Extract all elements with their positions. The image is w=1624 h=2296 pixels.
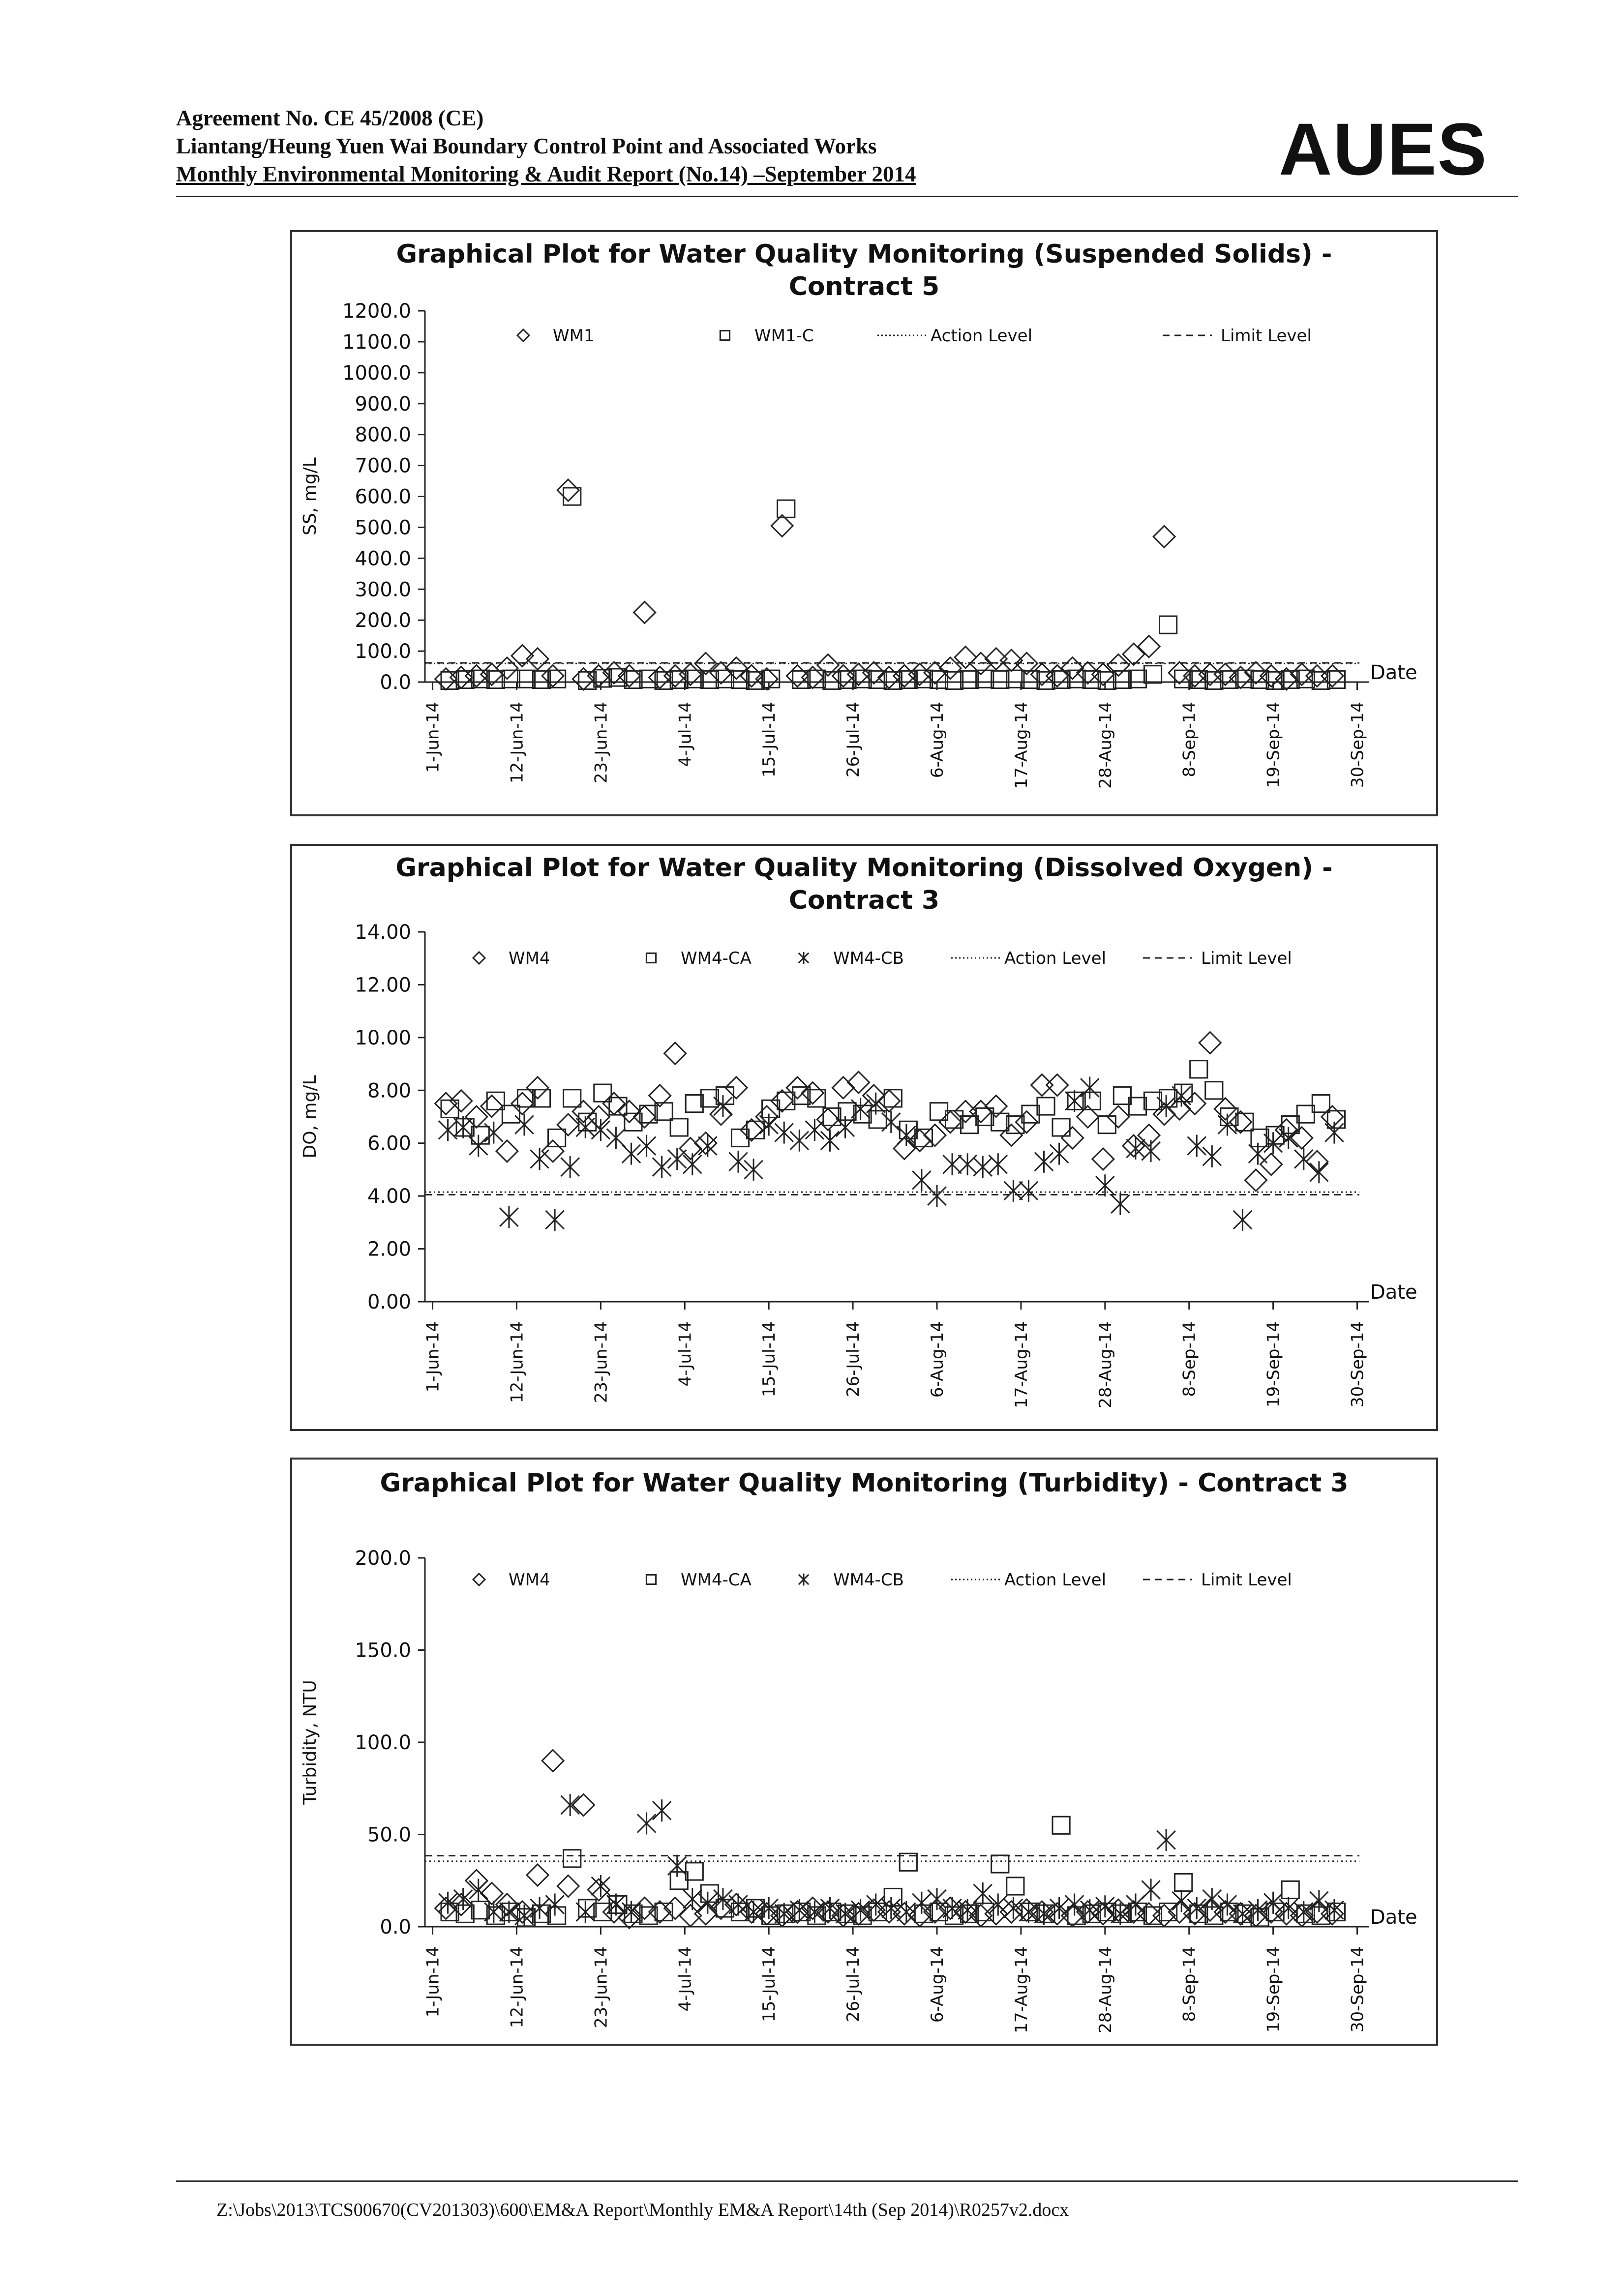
data-point-wm4-cb (545, 1209, 564, 1231)
data-point-wm1 (1153, 526, 1175, 547)
report-header (176, 104, 916, 188)
data-point-wm4-cb (484, 1122, 503, 1144)
data-point-wm4 (741, 1901, 762, 1923)
y-tick-label: 0.0 (380, 671, 411, 694)
y-tick-label: 100.0 (355, 640, 411, 663)
data-point-wm1 (557, 479, 579, 501)
x-tick-label: 8-Sep-14 (1179, 702, 1200, 777)
data-point-wm4-cb (683, 1153, 701, 1175)
y-tick-label: 1000.0 (342, 361, 411, 385)
data-point-wm4 (511, 1093, 533, 1114)
data-point-wm4-cb (500, 1206, 518, 1228)
data-point-wm4-cb (1203, 1145, 1221, 1167)
report-title-line: Monthly Environmental Monitoring & Audit Report (No.14) –September 2014 (176, 162, 916, 186)
x-tick-label: 8-Sep-14 (1179, 1321, 1200, 1397)
legend-label-wm4-ca: WM4-CA (681, 949, 752, 968)
data-point-wm4-ca (992, 1855, 1009, 1873)
legend-label-wm4: WM4 (509, 949, 550, 968)
data-point-wm4-cb (1004, 1897, 1023, 1919)
legend-label-wm4-ca: WM4-CA (681, 1570, 752, 1590)
data-point-wm4 (680, 1905, 701, 1927)
x-tick-label: 30-Sep-14 (1348, 1946, 1368, 2033)
data-point-wm4 (527, 1077, 548, 1099)
data-point-wm4 (1261, 1154, 1282, 1175)
data-point-wm1-c (778, 500, 795, 517)
x-tick-label: 23-Jun-14 (591, 1321, 611, 1403)
data-point-wm4-ca (1190, 1061, 1207, 1078)
legend-limit-label: Limit Level (1201, 949, 1292, 968)
chart-svg-dissolved-oxygen (292, 846, 1436, 1429)
data-point-wm1 (542, 665, 564, 686)
data-point-wm4 (1322, 1106, 1343, 1128)
data-point-wm4-cb (1233, 1209, 1252, 1231)
y-tick-label: 2.00 (367, 1238, 411, 1261)
data-point-wm4 (542, 1140, 564, 1162)
x-tick-label: 4-Jul-14 (675, 1946, 695, 2012)
data-point-wm4-ca (1098, 1116, 1115, 1133)
y-tick-label: 300.0 (355, 578, 411, 601)
data-point-wm4 (1230, 1903, 1251, 1925)
legend-marker-wm4-ca (646, 1575, 656, 1584)
y-tick-label: 8.00 (367, 1079, 411, 1103)
data-point-wm1 (496, 657, 518, 679)
y-tick-label: 6.00 (367, 1132, 411, 1155)
x-axis-label: Date (1370, 1906, 1417, 1929)
y-tick-label: 500.0 (355, 516, 411, 539)
data-point-wm4 (1062, 1127, 1083, 1149)
x-tick-label: 6-Aug-14 (927, 1946, 947, 2023)
x-axis-label: Date (1370, 1281, 1417, 1304)
data-point-wm4 (496, 1140, 518, 1162)
data-point-wm1 (451, 667, 472, 688)
data-point-wm4-ca (670, 1119, 688, 1136)
x-tick-label: 8-Sep-14 (1179, 1946, 1200, 2022)
x-tick-label: 15-Jul-14 (759, 1321, 780, 1397)
x-tick-label: 30-Sep-14 (1348, 702, 1368, 788)
y-tick-label: 600.0 (355, 485, 411, 508)
legend-action-label: Action Level (1004, 949, 1107, 968)
data-point-wm4-ca (1205, 1082, 1223, 1099)
y-axis-label: SS, mg/L (300, 457, 320, 536)
data-point-wm4-cb (1188, 1135, 1206, 1157)
legend-marker-wm1 (517, 329, 529, 341)
data-point-wm4 (664, 1043, 686, 1064)
data-point-wm4-cb (1020, 1180, 1038, 1202)
data-point-wm4 (1000, 1901, 1022, 1923)
data-point-wm4 (1245, 1169, 1267, 1191)
legend-action-label: Action Level (1004, 1570, 1107, 1590)
x-tick-label: 28-Aug-14 (1095, 1946, 1115, 2033)
y-tick-label: 100.0 (355, 1731, 411, 1754)
data-point-wm4-ca (564, 1850, 581, 1867)
data-point-wm4 (878, 1901, 900, 1923)
x-tick-label: 26-Jul-14 (843, 1321, 864, 1397)
data-point-wm1 (634, 601, 656, 623)
legend-label-wm1-c: WM1-C (754, 326, 814, 346)
x-tick-label: 6-Aug-14 (927, 702, 947, 778)
x-tick-label: 28-Aug-14 (1095, 1321, 1115, 1408)
data-point-wm4-cb (683, 1888, 701, 1910)
aues-logo: AUES (1279, 108, 1488, 190)
data-point-wm4 (557, 1114, 579, 1135)
x-tick-label: 17-Aug-14 (1011, 1946, 1031, 2033)
data-point-wm4-cb (1157, 1829, 1175, 1851)
chart-title: Graphical Plot for Water Quality Monitoring (Dissolved Oxygen) - (395, 853, 1333, 883)
data-point-wm4 (511, 1901, 533, 1923)
data-point-wm4-cb (958, 1153, 976, 1175)
chart-dissolved-oxygen (290, 844, 1438, 1431)
chart-suspended-solids (290, 230, 1438, 816)
x-tick-label: 30-Sep-14 (1348, 1321, 1368, 1408)
x-tick-label: 15-Jul-14 (759, 1946, 780, 2022)
x-tick-label: 4-Jul-14 (675, 702, 695, 767)
agreement-line: Agreement No. CE 45/2008 (CE) (176, 106, 484, 130)
data-point-wm4 (1199, 1032, 1221, 1054)
x-tick-label: 26-Jul-14 (843, 702, 864, 777)
legend-label-wm4-cb: WM4-CB (833, 1570, 904, 1590)
x-tick-label: 12-Jun-14 (507, 1946, 527, 2028)
legend-label-wm4-cb: WM4-CB (833, 949, 904, 968)
footer-file-path: Z:\Jobs\2013\TCS00670(CV201303)\600\EM&A Report\Monthly EM&A Report\14th (Sep 2014)\R0257v2.docx (216, 2200, 1069, 2220)
data-point-wm1 (1306, 665, 1328, 686)
legend-limit-label: Limit Level (1201, 1570, 1292, 1590)
x-tick-label: 26-Jul-14 (843, 1946, 864, 2022)
chart-svg-turbidity (292, 1460, 1436, 2044)
data-point-wm4-cb (1142, 1140, 1160, 1162)
data-point-wm4-cb (989, 1153, 1007, 1175)
x-tick-label: 1-Jun-14 (423, 702, 443, 773)
data-point-wm4-cb (974, 1156, 992, 1178)
chart-subtitle: Contract 5 (788, 272, 940, 301)
x-tick-label: 17-Aug-14 (1011, 1321, 1031, 1408)
x-tick-label: 23-Jun-14 (591, 702, 611, 784)
x-axis-label: Date (1370, 661, 1417, 684)
x-tick-label: 19-Sep-14 (1263, 1946, 1284, 2033)
legend-action-label: Action Level (931, 326, 1033, 346)
data-point-wm4-cb (1096, 1174, 1114, 1196)
data-point-wm4-ca (1007, 1878, 1024, 1895)
x-tick-label: 4-Jul-14 (675, 1321, 695, 1387)
x-tick-label: 19-Sep-14 (1263, 1321, 1284, 1408)
y-tick-label: 200.0 (355, 1547, 411, 1570)
data-point-wm4 (1031, 1074, 1053, 1096)
x-tick-label: 28-Aug-14 (1095, 702, 1115, 789)
x-tick-label: 1-Jun-14 (423, 1321, 443, 1393)
legend-marker-wm4-cb (799, 952, 809, 964)
data-point-wm1 (1138, 636, 1160, 657)
data-point-wm4 (603, 1901, 625, 1923)
data-point-wm4 (588, 1879, 609, 1901)
data-point-wm4-cb (943, 1153, 961, 1175)
chart-svg-suspended-solids (292, 232, 1436, 814)
data-point-wm4 (572, 1794, 594, 1816)
y-tick-label: 700.0 (355, 454, 411, 477)
y-tick-label: 200.0 (355, 609, 411, 632)
data-point-wm1 (664, 665, 686, 686)
data-point-wm4-cb (1294, 1148, 1313, 1170)
data-point-wm4 (1000, 1125, 1022, 1146)
data-point-wm1 (771, 515, 793, 537)
data-point-wm1 (894, 665, 915, 686)
data-point-wm4 (542, 1750, 564, 1772)
data-point-wm1 (786, 665, 808, 686)
data-point-wm4 (695, 1903, 717, 1925)
legend-marker-wm4-ca (646, 953, 656, 962)
y-tick-label: 4.00 (367, 1185, 411, 1208)
x-tick-label: 1-Jun-14 (423, 1946, 443, 2018)
data-point-wm4 (1092, 1148, 1114, 1170)
data-point-wm4-cb (882, 1111, 900, 1133)
data-point-wm4-cb (439, 1119, 457, 1141)
data-point-wm4 (817, 1108, 839, 1130)
y-tick-label: 400.0 (355, 547, 411, 570)
data-point-wm4 (1138, 1903, 1160, 1925)
y-tick-label: 1200.0 (342, 300, 411, 323)
chart-title: Graphical Plot for Water Quality Monitoring (Suspended Solids) - (396, 239, 1332, 269)
data-point-wm4-ca (1053, 1817, 1070, 1834)
data-point-wm4-cb (637, 1813, 656, 1835)
y-tick-label: 12.00 (355, 974, 411, 997)
data-point-wm4-cb (1111, 1193, 1129, 1215)
data-point-wm1 (1322, 665, 1343, 686)
y-tick-label: 10.00 (355, 1026, 411, 1049)
x-tick-label: 12-Jun-14 (507, 702, 527, 784)
x-tick-label: 15-Jul-14 (759, 702, 780, 777)
legend-marker-wm1-c (720, 330, 729, 340)
chart-title: Graphical Plot for Water Quality Monitoring (Turbidity) - Contract 3 (380, 1468, 1349, 1498)
legend-marker-wm4 (473, 952, 485, 964)
x-tick-label: 23-Jun-14 (591, 1946, 611, 2028)
data-point-wm1-c (1160, 616, 1177, 633)
data-point-wm1 (1047, 665, 1068, 686)
legend-label-wm1: WM1 (553, 326, 595, 346)
data-point-wm4-cb (1142, 1879, 1160, 1901)
x-tick-label: 17-Aug-14 (1011, 702, 1031, 789)
legend-label-wm4: WM4 (509, 1570, 550, 1590)
data-point-wm4 (557, 1876, 579, 1897)
data-point-wm4 (1291, 1127, 1313, 1149)
footer-divider (176, 2180, 1518, 2182)
y-axis-label: Turbidity, NTU (300, 1680, 320, 1805)
data-point-wm4 (603, 1093, 625, 1114)
y-tick-label: 1100.0 (342, 330, 411, 354)
header-divider (176, 196, 1518, 197)
y-tick-label: 50.0 (367, 1823, 411, 1847)
y-tick-label: 0.00 (367, 1291, 411, 1313)
data-point-wm4 (527, 1864, 548, 1886)
y-axis-label: DO, mg/L (300, 1075, 320, 1159)
data-point-wm4-cb (561, 1794, 579, 1816)
data-point-wm4-cb (653, 1799, 671, 1821)
data-point-wm4-cb (806, 1119, 824, 1141)
chart-subtitle: Contract 3 (788, 886, 940, 915)
data-point-wm4-cb (515, 1114, 533, 1136)
legend-marker-wm4 (473, 1574, 485, 1585)
y-tick-label: 800.0 (355, 423, 411, 447)
y-tick-label: 14.00 (355, 921, 411, 944)
y-tick-label: 150.0 (355, 1639, 411, 1662)
project-line: Liantang/Heung Yuen Wai Boundary Control Point and Associated Works (176, 134, 877, 158)
data-point-wm4-cb (821, 1130, 839, 1152)
x-tick-label: 12-Jun-14 (507, 1321, 527, 1403)
x-tick-label: 6-Aug-14 (927, 1321, 947, 1398)
data-point-wm4-cb (592, 1875, 610, 1897)
y-tick-label: 0.0 (380, 1916, 411, 1938)
data-point-wm4-cb (530, 1148, 548, 1170)
data-point-wm4-cb (1004, 1180, 1023, 1202)
x-tick-label: 19-Sep-14 (1263, 701, 1284, 788)
data-point-wm4-ca (564, 1090, 581, 1107)
data-point-wm4-ca (1175, 1874, 1192, 1891)
data-point-wm4-ca (1282, 1881, 1299, 1898)
legend-marker-wm4-cb (799, 1574, 809, 1585)
legend-limit-label: Limit Level (1221, 326, 1312, 346)
data-point-wm1 (466, 665, 487, 686)
chart-turbidity (290, 1458, 1438, 2046)
data-point-wm4-cb (561, 1156, 579, 1178)
data-point-wm4 (1047, 1074, 1068, 1096)
y-tick-label: 900.0 (355, 392, 411, 416)
